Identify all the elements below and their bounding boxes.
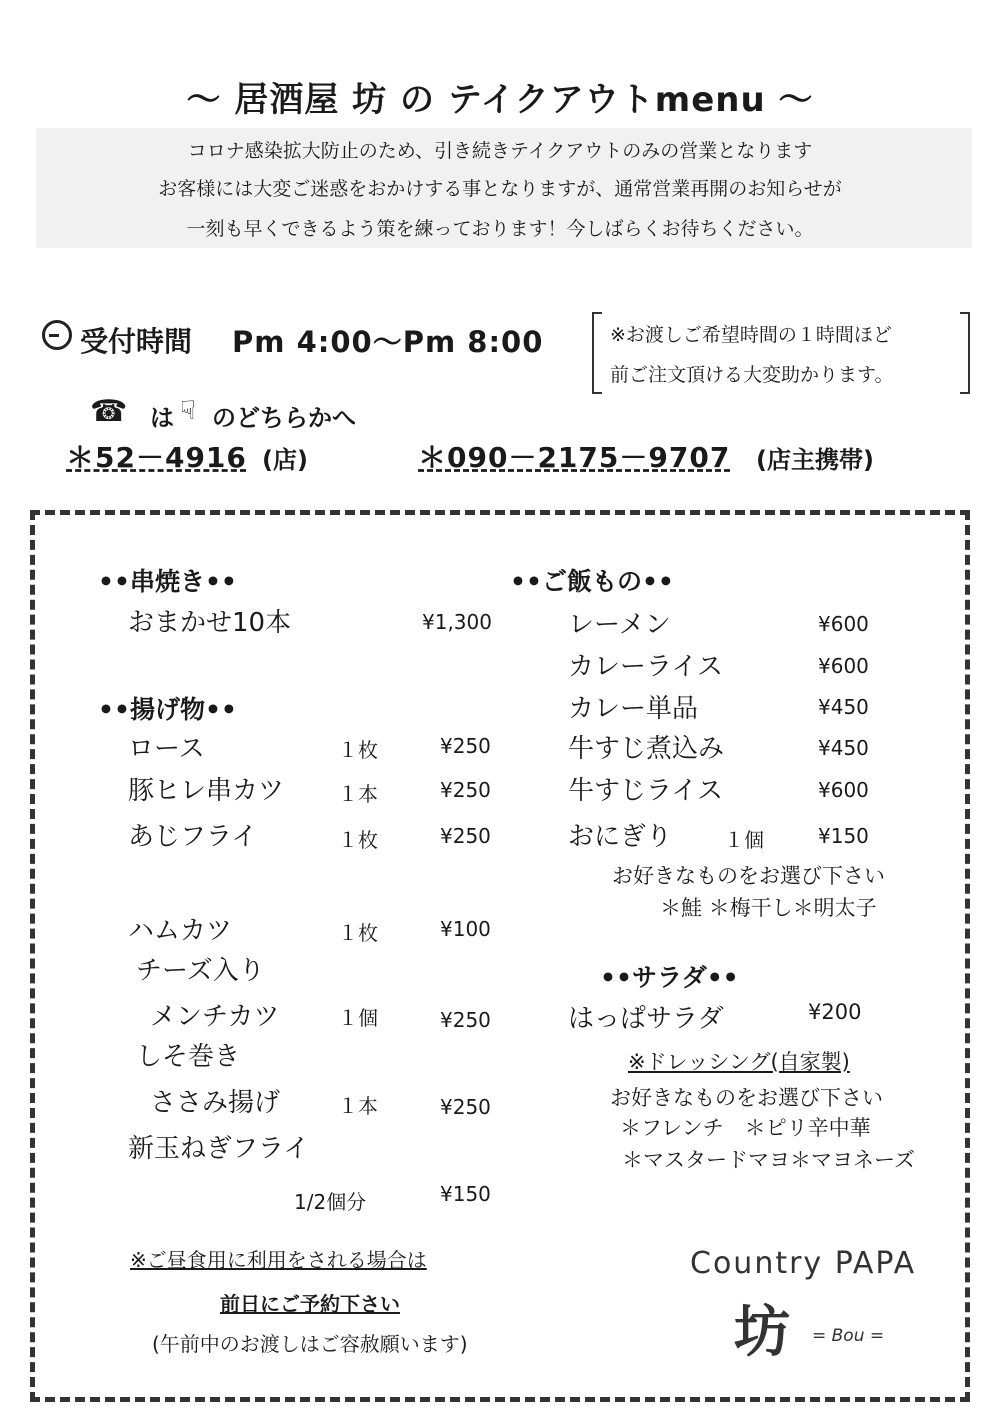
menu-item-price: ¥600 [818,778,869,802]
menu-item-name: はっぱサラダ [568,1004,724,1034]
menu-item-price: ¥250 [440,734,491,758]
onigiri-fillings: ＊鮭 ＊梅干し＊明太子 [660,896,877,920]
menu-item-name: 牛すじ煮込み [568,734,725,764]
menu-item-name: メンチカツ [150,1002,280,1032]
notice-line-3: 一刻も早くできるよう策を練っております！今しばらくお待ちください。 [186,218,814,240]
menu-item-price: ¥100 [440,917,491,941]
phone-intro-a: は [150,404,174,432]
signature-mark: 坊 [734,1299,790,1365]
phone-intro-b: のどちらかへ [212,404,356,432]
menu-item-name: レーメン [568,610,671,640]
menu-item-name: 新玉ねぎフライ [128,1134,310,1164]
lunch-note-line-3: (午前中のお渡しはご容赦願います) [152,1332,468,1356]
menu-item-price: ¥150 [440,1182,491,1206]
menu-item-price: ¥250 [440,778,491,802]
menu-item-price: ¥600 [818,612,869,636]
menu-item-name: しそ巻き [136,1042,241,1072]
signature-text: Country PAPA [690,1246,917,1281]
menu-item-qty: １本 [338,782,378,806]
salad-title: ••サラダ•• [600,963,739,992]
pickup-note-line-1: ※お渡しご希望時間の１時間ほど [610,324,892,346]
lunch-note-line-2: 前日にご予約下さい [220,1292,400,1316]
menu-item-price: ¥450 [818,736,869,760]
mobile-phone-number[interactable]: ＊090－2175－9707 [418,441,731,474]
menu-item-qty: １本 [338,1094,378,1118]
dressing-options-2: ＊マスタードマヨ＊マヨネーズ [622,1148,915,1172]
menu-item-price: ¥250 [440,824,491,848]
menu-item-qty: １個 [724,828,764,852]
agemono-title: ••揚げ物•• [98,695,237,724]
menu-item-qty: １個 [338,1006,378,1030]
menu-item-name: カレーライス [568,652,723,682]
pickup-note-line-2: 前ご注文頂ける大変助かります。 [610,364,894,386]
clock-icon [42,320,72,350]
menu-item-name: おにぎり [568,822,673,852]
menu-item-qty: １枚 [338,738,378,762]
menu-item-name: 牛すじライス [568,776,723,806]
menu-item-price: ¥600 [818,654,869,678]
dressing-title: ※ドレッシング(自家製) [628,1050,850,1074]
shop-phone-tag: (店) [262,446,308,474]
hours-value: Pm 4:00～Pm 8:00 [232,325,544,359]
menu-item-price: ¥250 [440,1095,491,1119]
menu-item-price: ¥1,300 [422,610,492,634]
gohan-title: ••ご飯もの•• [510,567,674,596]
lunch-note-line-1: ※ご昼食用に利用をされる場合は [130,1248,427,1272]
onigiri-choose-text: お好きなものをお選び下さい [612,864,885,888]
menu-item-name: カレー単品 [568,694,699,724]
phone-icon: ☎ [90,394,128,429]
menu-item-name: ハムカツ [128,916,233,946]
dressing-choose-text: お好きなものをお選び下さい [610,1086,883,1110]
menu-item-name: ロース [128,734,205,764]
hours-label: 受付時間 [80,325,193,358]
pointer-icon: ☟ [180,396,196,426]
notice-line-1: コロナ感染拡大防止のため、引き続きテイクアウトのみの営業となります [187,140,813,162]
mobile-phone-tag: (店主携帯) [756,446,874,474]
menu-item-price: ¥150 [818,824,869,848]
page-title: 〜 居酒屋 坊 の テイクアウトmenu 〜 [186,80,814,120]
menu-item-name: 豚ヒレ串カツ [128,776,285,806]
signature-sub: = Bou = [812,1326,885,1346]
dressing-options-1: ＊フレンチ ＊ピリ辛中華 [620,1116,871,1140]
menu-item-price: ¥200 [808,1000,862,1024]
menu-item-price: ¥450 [818,695,869,719]
notice-line-2: お客様には大変ご迷惑をおかけする事となりますが、通常営業再開のお知らせが [158,178,842,200]
menu-item-name: チーズ入り [136,956,265,986]
menu-item-name: おまかせ10本 [128,608,292,638]
menu-item-qty: １枚 [338,921,378,945]
shop-phone-number[interactable]: ＊52－4916 [66,441,247,474]
menu-item-price: ¥250 [440,1008,491,1032]
menu-item-name: ささみ揚げ [150,1088,281,1118]
kushiyaki-title: ••串焼き•• [98,567,237,596]
menu-item-name: あじフライ [128,822,258,852]
menu-item-qty: １枚 [338,828,378,852]
menu-item-qty: 1/2個分 [294,1190,367,1214]
